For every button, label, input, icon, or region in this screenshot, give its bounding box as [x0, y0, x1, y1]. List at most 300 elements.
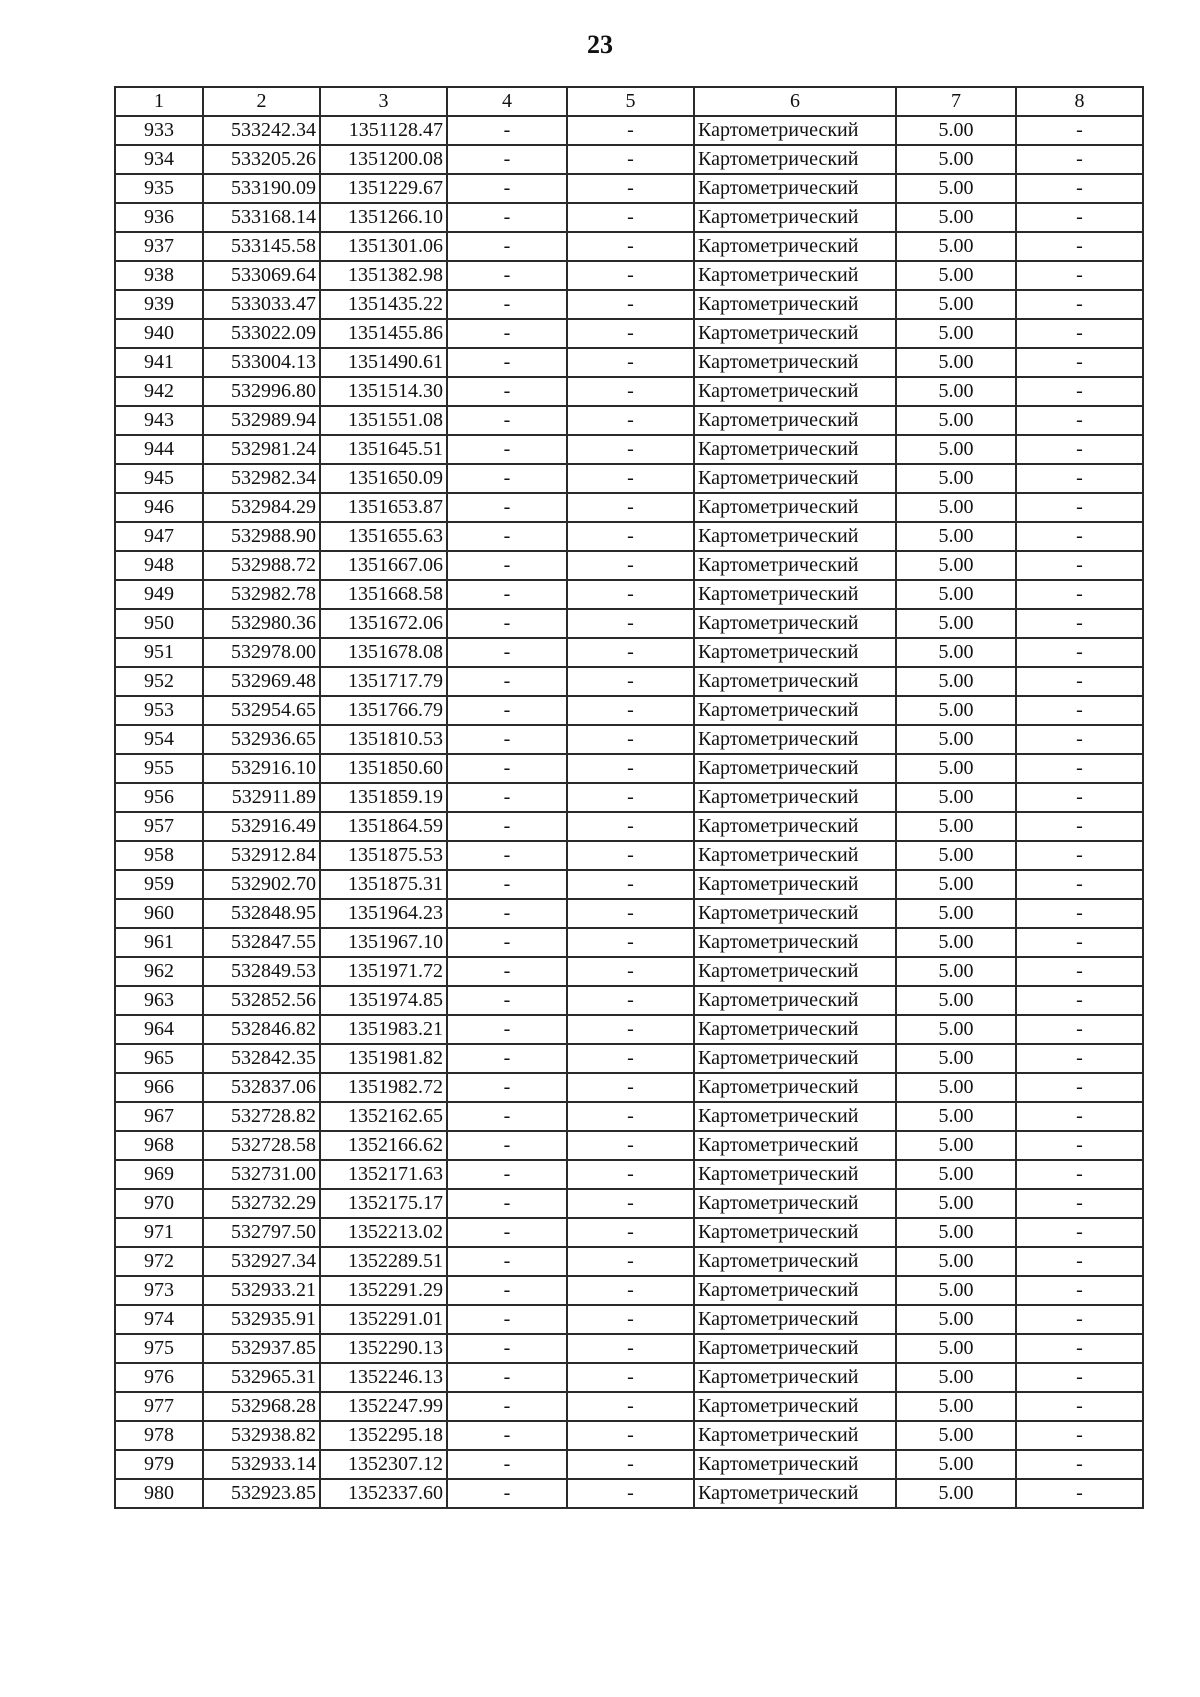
- cell-column-5: -: [567, 1102, 694, 1131]
- cell-column-8: -: [1016, 232, 1143, 261]
- cell-method: Картометрический: [694, 1073, 896, 1102]
- cell-column-5: -: [567, 899, 694, 928]
- cell-column-4: -: [447, 464, 567, 493]
- cell-column-4: -: [447, 261, 567, 290]
- cell-column-5: -: [567, 783, 694, 812]
- table-row: [115, 551, 1143, 580]
- cell-coordinate-x: 533168.14: [203, 203, 320, 232]
- cell-column-5: -: [567, 261, 694, 290]
- cell-accuracy: 5.00: [896, 406, 1016, 435]
- cell-column-4: -: [447, 1450, 567, 1479]
- cell-accuracy: 5.00: [896, 609, 1016, 638]
- table-row: [115, 928, 1143, 957]
- cell-accuracy: 5.00: [896, 986, 1016, 1015]
- cell-coordinate-y: 1352289.51: [320, 1247, 447, 1276]
- cell-column-5: -: [567, 1131, 694, 1160]
- cell-column-5: -: [567, 1073, 694, 1102]
- cell-column-4: -: [447, 783, 567, 812]
- cell-point-number: 935: [115, 174, 203, 203]
- cell-accuracy: 5.00: [896, 667, 1016, 696]
- cell-column-5: -: [567, 928, 694, 957]
- cell-point-number: 942: [115, 377, 203, 406]
- cell-method: Картометрический: [694, 1102, 896, 1131]
- cell-column-4: -: [447, 1363, 567, 1392]
- column-header: 8: [1016, 87, 1143, 116]
- cell-method: Картометрический: [694, 1015, 896, 1044]
- cell-accuracy: 5.00: [896, 435, 1016, 464]
- cell-column-5: -: [567, 319, 694, 348]
- cell-accuracy: 5.00: [896, 899, 1016, 928]
- cell-accuracy: 5.00: [896, 145, 1016, 174]
- table-row: [115, 1334, 1143, 1363]
- table-row: [115, 841, 1143, 870]
- cell-column-5: -: [567, 667, 694, 696]
- cell-method: Картометрический: [694, 522, 896, 551]
- cell-method: Картометрический: [694, 377, 896, 406]
- cell-method: Картометрический: [694, 986, 896, 1015]
- cell-column-4: -: [447, 551, 567, 580]
- cell-accuracy: 5.00: [896, 1189, 1016, 1218]
- cell-column-8: -: [1016, 1392, 1143, 1421]
- cell-column-8: -: [1016, 812, 1143, 841]
- table-row: [115, 1218, 1143, 1247]
- cell-coordinate-y: 1351128.47: [320, 116, 447, 145]
- cell-coordinate-y: 1352246.13: [320, 1363, 447, 1392]
- cell-method: Картометрический: [694, 899, 896, 928]
- cell-point-number: 934: [115, 145, 203, 174]
- cell-method: Картометрический: [694, 1160, 896, 1189]
- cell-point-number: 962: [115, 957, 203, 986]
- cell-point-number: 956: [115, 783, 203, 812]
- cell-point-number: 947: [115, 522, 203, 551]
- cell-column-4: -: [447, 812, 567, 841]
- cell-coordinate-y: 1351435.22: [320, 290, 447, 319]
- cell-coordinate-x: 532969.48: [203, 667, 320, 696]
- cell-coordinate-y: 1351982.72: [320, 1073, 447, 1102]
- cell-column-4: -: [447, 406, 567, 435]
- cell-accuracy: 5.00: [896, 783, 1016, 812]
- cell-column-5: -: [567, 957, 694, 986]
- column-header: 3: [320, 87, 447, 116]
- cell-coordinate-x: 532728.82: [203, 1102, 320, 1131]
- cell-method: Картометрический: [694, 174, 896, 203]
- cell-column-5: -: [567, 551, 694, 580]
- cell-coordinate-x: 532846.82: [203, 1015, 320, 1044]
- cell-column-5: -: [567, 1044, 694, 1073]
- table-row: [115, 145, 1143, 174]
- cell-column-5: -: [567, 609, 694, 638]
- cell-coordinate-y: 1351766.79: [320, 696, 447, 725]
- cell-coordinate-x: 532842.35: [203, 1044, 320, 1073]
- cell-column-8: -: [1016, 580, 1143, 609]
- cell-point-number: 952: [115, 667, 203, 696]
- cell-column-5: -: [567, 522, 694, 551]
- cell-accuracy: 5.00: [896, 1363, 1016, 1392]
- table-row: [115, 725, 1143, 754]
- cell-column-5: -: [567, 116, 694, 145]
- cell-column-8: -: [1016, 1044, 1143, 1073]
- cell-column-4: -: [447, 1102, 567, 1131]
- cell-accuracy: 5.00: [896, 580, 1016, 609]
- cell-column-4: -: [447, 754, 567, 783]
- table-row: [115, 377, 1143, 406]
- table-row: [115, 1015, 1143, 1044]
- cell-coordinate-x: 532980.36: [203, 609, 320, 638]
- cell-column-4: -: [447, 928, 567, 957]
- cell-coordinate-y: 1352213.02: [320, 1218, 447, 1247]
- cell-column-4: -: [447, 957, 567, 986]
- cell-method: Картометрический: [694, 957, 896, 986]
- cell-column-4: -: [447, 1479, 567, 1508]
- cell-column-8: -: [1016, 1305, 1143, 1334]
- cell-column-4: -: [447, 1189, 567, 1218]
- cell-coordinate-x: 532981.24: [203, 435, 320, 464]
- cell-point-number: 971: [115, 1218, 203, 1247]
- cell-accuracy: 5.00: [896, 928, 1016, 957]
- coordinates-table: [114, 86, 1144, 1509]
- cell-coordinate-x: 532849.53: [203, 957, 320, 986]
- cell-coordinate-y: 1351717.79: [320, 667, 447, 696]
- table-row: [115, 261, 1143, 290]
- cell-coordinate-y: 1351672.06: [320, 609, 447, 638]
- cell-column-8: -: [1016, 1015, 1143, 1044]
- cell-method: Картометрический: [694, 783, 896, 812]
- cell-column-5: -: [567, 1015, 694, 1044]
- cell-column-4: -: [447, 1044, 567, 1073]
- cell-accuracy: 5.00: [896, 1305, 1016, 1334]
- cell-accuracy: 5.00: [896, 638, 1016, 667]
- cell-method: Картометрический: [694, 638, 896, 667]
- cell-point-number: 980: [115, 1479, 203, 1508]
- cell-accuracy: 5.00: [896, 1044, 1016, 1073]
- cell-coordinate-x: 532852.56: [203, 986, 320, 1015]
- table-row: [115, 522, 1143, 551]
- cell-column-5: -: [567, 493, 694, 522]
- cell-column-8: -: [1016, 348, 1143, 377]
- cell-point-number: 959: [115, 870, 203, 899]
- cell-column-4: -: [447, 1305, 567, 1334]
- cell-column-5: -: [567, 1363, 694, 1392]
- cell-point-number: 950: [115, 609, 203, 638]
- table-row: [115, 493, 1143, 522]
- cell-coordinate-y: 1351645.51: [320, 435, 447, 464]
- cell-column-4: -: [447, 1392, 567, 1421]
- cell-coordinate-y: 1351514.30: [320, 377, 447, 406]
- cell-method: Картометрический: [694, 870, 896, 899]
- table-row: [115, 406, 1143, 435]
- cell-column-5: -: [567, 174, 694, 203]
- cell-coordinate-y: 1351983.21: [320, 1015, 447, 1044]
- cell-column-8: -: [1016, 261, 1143, 290]
- cell-accuracy: 5.00: [896, 493, 1016, 522]
- cell-coordinate-x: 532936.65: [203, 725, 320, 754]
- cell-coordinate-x: 532927.34: [203, 1247, 320, 1276]
- cell-column-5: -: [567, 464, 694, 493]
- cell-column-8: -: [1016, 1479, 1143, 1508]
- cell-point-number: 941: [115, 348, 203, 377]
- table-row: [115, 1160, 1143, 1189]
- cell-column-8: -: [1016, 290, 1143, 319]
- cell-column-4: -: [447, 725, 567, 754]
- cell-method: Картометрический: [694, 551, 896, 580]
- cell-point-number: 953: [115, 696, 203, 725]
- cell-coordinate-x: 533069.64: [203, 261, 320, 290]
- cell-column-4: -: [447, 1334, 567, 1363]
- cell-column-4: -: [447, 1073, 567, 1102]
- cell-point-number: 933: [115, 116, 203, 145]
- cell-coordinate-x: 532848.95: [203, 899, 320, 928]
- cell-column-4: -: [447, 1218, 567, 1247]
- cell-column-8: -: [1016, 1218, 1143, 1247]
- cell-method: Картометрический: [694, 609, 896, 638]
- cell-column-8: -: [1016, 783, 1143, 812]
- cell-coordinate-y: 1352290.13: [320, 1334, 447, 1363]
- cell-accuracy: 5.00: [896, 377, 1016, 406]
- cell-method: Картометрический: [694, 1276, 896, 1305]
- cell-coordinate-y: 1352307.12: [320, 1450, 447, 1479]
- cell-method: Картометрический: [694, 1450, 896, 1479]
- cell-method: Картометрический: [694, 435, 896, 464]
- table-row: [115, 348, 1143, 377]
- cell-point-number: 949: [115, 580, 203, 609]
- cell-method: Картометрический: [694, 1334, 896, 1363]
- cell-accuracy: 5.00: [896, 1392, 1016, 1421]
- table-row: [115, 609, 1143, 638]
- cell-column-8: -: [1016, 1276, 1143, 1305]
- cell-column-4: -: [447, 203, 567, 232]
- cell-accuracy: 5.00: [896, 957, 1016, 986]
- table-row: [115, 1363, 1143, 1392]
- cell-coordinate-x: 532954.65: [203, 696, 320, 725]
- table-row: [115, 1189, 1143, 1218]
- cell-column-8: -: [1016, 406, 1143, 435]
- table-header-row: [115, 87, 1143, 116]
- cell-coordinate-y: 1351971.72: [320, 957, 447, 986]
- table-body: [115, 116, 1143, 1508]
- cell-column-5: -: [567, 290, 694, 319]
- cell-column-5: -: [567, 1479, 694, 1508]
- table-row: [115, 1305, 1143, 1334]
- cell-accuracy: 5.00: [896, 1479, 1016, 1508]
- cell-method: Картометрический: [694, 812, 896, 841]
- cell-column-8: -: [1016, 986, 1143, 1015]
- cell-coordinate-x: 533004.13: [203, 348, 320, 377]
- cell-point-number: 955: [115, 754, 203, 783]
- cell-column-5: -: [567, 1189, 694, 1218]
- table-row: [115, 812, 1143, 841]
- cell-accuracy: 5.00: [896, 1073, 1016, 1102]
- column-header: 4: [447, 87, 567, 116]
- cell-coordinate-y: 1352166.62: [320, 1131, 447, 1160]
- cell-accuracy: 5.00: [896, 348, 1016, 377]
- cell-column-4: -: [447, 1247, 567, 1276]
- cell-coordinate-x: 532732.29: [203, 1189, 320, 1218]
- cell-column-4: -: [447, 667, 567, 696]
- cell-coordinate-y: 1352247.99: [320, 1392, 447, 1421]
- cell-accuracy: 5.00: [896, 870, 1016, 899]
- cell-column-8: -: [1016, 754, 1143, 783]
- cell-column-5: -: [567, 725, 694, 754]
- cell-accuracy: 5.00: [896, 696, 1016, 725]
- cell-column-5: -: [567, 1218, 694, 1247]
- cell-point-number: 938: [115, 261, 203, 290]
- cell-accuracy: 5.00: [896, 232, 1016, 261]
- cell-column-4: -: [447, 638, 567, 667]
- cell-accuracy: 5.00: [896, 1450, 1016, 1479]
- cell-coordinate-x: 533145.58: [203, 232, 320, 261]
- column-header: 1: [115, 87, 203, 116]
- cell-accuracy: 5.00: [896, 1334, 1016, 1363]
- cell-coordinate-y: 1351678.08: [320, 638, 447, 667]
- cell-coordinate-x: 533033.47: [203, 290, 320, 319]
- cell-coordinate-y: 1351455.86: [320, 319, 447, 348]
- cell-coordinate-x: 532968.28: [203, 1392, 320, 1421]
- cell-accuracy: 5.00: [896, 290, 1016, 319]
- cell-coordinate-x: 532916.10: [203, 754, 320, 783]
- cell-point-number: 940: [115, 319, 203, 348]
- cell-accuracy: 5.00: [896, 1218, 1016, 1247]
- cell-coordinate-y: 1351850.60: [320, 754, 447, 783]
- cell-point-number: 965: [115, 1044, 203, 1073]
- cell-coordinate-x: 532923.85: [203, 1479, 320, 1508]
- cell-point-number: 943: [115, 406, 203, 435]
- cell-coordinate-x: 532837.06: [203, 1073, 320, 1102]
- cell-point-number: 944: [115, 435, 203, 464]
- cell-method: Картометрический: [694, 1044, 896, 1073]
- cell-column-5: -: [567, 580, 694, 609]
- cell-column-8: -: [1016, 116, 1143, 145]
- table-row: [115, 870, 1143, 899]
- cell-method: Картометрический: [694, 203, 896, 232]
- table-row: [115, 957, 1143, 986]
- cell-accuracy: 5.00: [896, 841, 1016, 870]
- cell-coordinate-y: 1351229.67: [320, 174, 447, 203]
- cell-method: Картометрический: [694, 754, 896, 783]
- cell-coordinate-x: 532911.89: [203, 783, 320, 812]
- cell-coordinate-x: 533022.09: [203, 319, 320, 348]
- cell-column-8: -: [1016, 551, 1143, 580]
- cell-coordinate-x: 532988.72: [203, 551, 320, 580]
- table-row: [115, 174, 1143, 203]
- cell-point-number: 967: [115, 1102, 203, 1131]
- cell-method: Картометрический: [694, 667, 896, 696]
- cell-method: Картометрический: [694, 1131, 896, 1160]
- table-row: [115, 464, 1143, 493]
- cell-column-4: -: [447, 986, 567, 1015]
- table-row: [115, 232, 1143, 261]
- cell-accuracy: 5.00: [896, 522, 1016, 551]
- cell-method: Картометрический: [694, 1421, 896, 1450]
- cell-method: Картометрический: [694, 725, 896, 754]
- cell-accuracy: 5.00: [896, 464, 1016, 493]
- table-row: [115, 1073, 1143, 1102]
- cell-coordinate-y: 1351301.06: [320, 232, 447, 261]
- cell-accuracy: 5.00: [896, 116, 1016, 145]
- table-row: [115, 899, 1143, 928]
- cell-point-number: 969: [115, 1160, 203, 1189]
- cell-accuracy: 5.00: [896, 754, 1016, 783]
- table-row: [115, 754, 1143, 783]
- cell-column-5: -: [567, 638, 694, 667]
- cell-accuracy: 5.00: [896, 812, 1016, 841]
- cell-coordinate-x: 532728.58: [203, 1131, 320, 1160]
- cell-column-4: -: [447, 116, 567, 145]
- cell-method: Картометрический: [694, 1218, 896, 1247]
- table-row: [115, 1247, 1143, 1276]
- table-row: [115, 435, 1143, 464]
- cell-column-8: -: [1016, 609, 1143, 638]
- cell-column-4: -: [447, 870, 567, 899]
- cell-column-8: -: [1016, 725, 1143, 754]
- cell-column-4: -: [447, 174, 567, 203]
- cell-column-8: -: [1016, 464, 1143, 493]
- cell-coordinate-y: 1351655.63: [320, 522, 447, 551]
- cell-point-number: 979: [115, 1450, 203, 1479]
- page-number: 23: [587, 30, 613, 59]
- cell-point-number: 973: [115, 1276, 203, 1305]
- cell-method: Картометрический: [694, 1247, 896, 1276]
- table-row: [115, 1131, 1143, 1160]
- cell-method: Картометрический: [694, 1305, 896, 1334]
- cell-method: Картометрический: [694, 1189, 896, 1218]
- cell-accuracy: 5.00: [896, 1421, 1016, 1450]
- column-header: 6: [694, 87, 896, 116]
- cell-coordinate-y: 1351668.58: [320, 580, 447, 609]
- cell-coordinate-y: 1352295.18: [320, 1421, 447, 1450]
- cell-column-8: -: [1016, 203, 1143, 232]
- cell-point-number: 958: [115, 841, 203, 870]
- cell-coordinate-x: 533242.34: [203, 116, 320, 145]
- cell-coordinate-x: 532797.50: [203, 1218, 320, 1247]
- cell-method: Картометрический: [694, 319, 896, 348]
- cell-coordinate-y: 1351551.08: [320, 406, 447, 435]
- table-row: [115, 696, 1143, 725]
- cell-coordinate-x: 532996.80: [203, 377, 320, 406]
- table-row: [115, 203, 1143, 232]
- cell-coordinate-x: 532935.91: [203, 1305, 320, 1334]
- cell-column-8: -: [1016, 174, 1143, 203]
- cell-column-8: -: [1016, 957, 1143, 986]
- cell-column-5: -: [567, 870, 694, 899]
- cell-coordinate-y: 1351967.10: [320, 928, 447, 957]
- cell-coordinate-y: 1351875.31: [320, 870, 447, 899]
- cell-coordinate-y: 1352291.29: [320, 1276, 447, 1305]
- cell-column-4: -: [447, 899, 567, 928]
- cell-column-8: -: [1016, 1363, 1143, 1392]
- table-row: [115, 783, 1143, 812]
- cell-column-8: -: [1016, 870, 1143, 899]
- table-row: [115, 319, 1143, 348]
- cell-point-number: 937: [115, 232, 203, 261]
- cell-coordinate-x: 532965.31: [203, 1363, 320, 1392]
- cell-point-number: 976: [115, 1363, 203, 1392]
- cell-column-8: -: [1016, 696, 1143, 725]
- cell-point-number: 970: [115, 1189, 203, 1218]
- cell-coordinate-x: 532902.70: [203, 870, 320, 899]
- cell-column-5: -: [567, 1450, 694, 1479]
- cell-coordinate-x: 532982.78: [203, 580, 320, 609]
- cell-column-4: -: [447, 290, 567, 319]
- cell-point-number: 939: [115, 290, 203, 319]
- cell-column-5: -: [567, 1247, 694, 1276]
- cell-point-number: 961: [115, 928, 203, 957]
- cell-column-5: -: [567, 841, 694, 870]
- cell-accuracy: 5.00: [896, 319, 1016, 348]
- table-row: [115, 580, 1143, 609]
- cell-column-5: -: [567, 1421, 694, 1450]
- cell-method: Картометрический: [694, 290, 896, 319]
- cell-column-5: -: [567, 754, 694, 783]
